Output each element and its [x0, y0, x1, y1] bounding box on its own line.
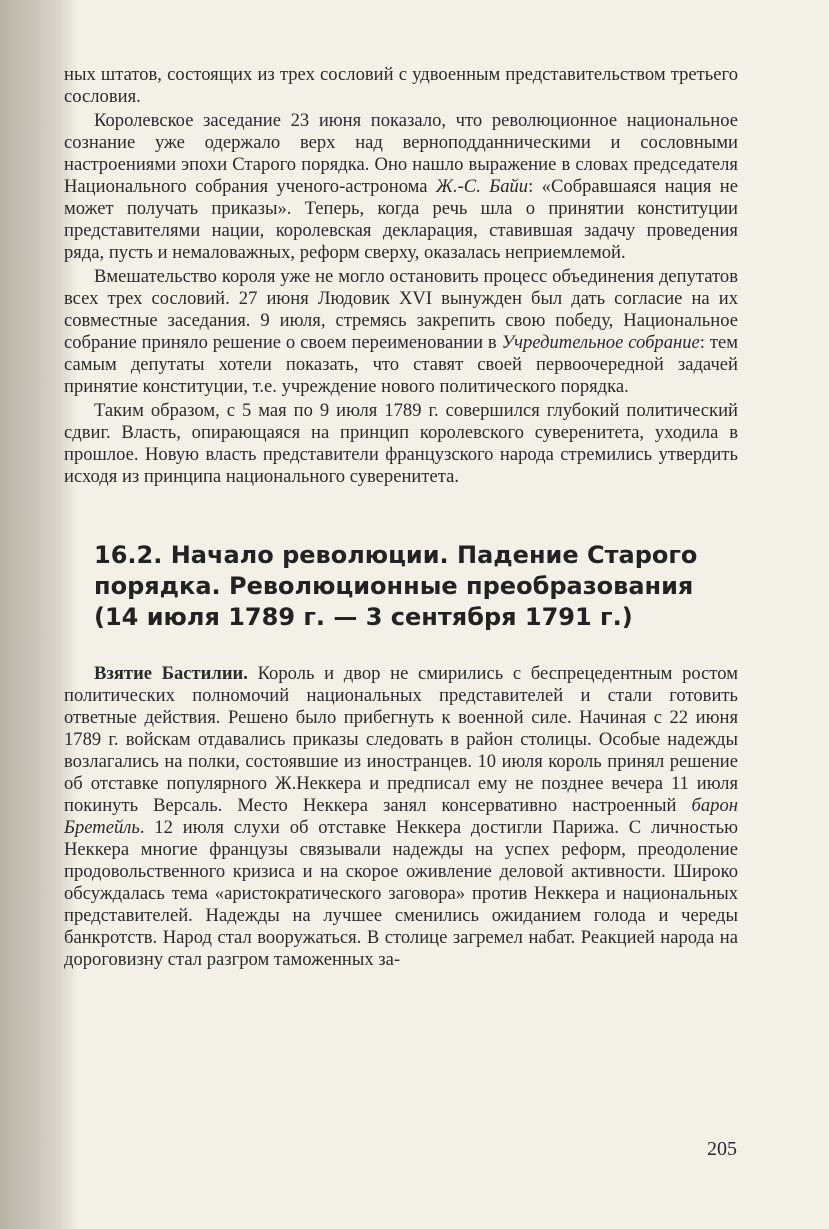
section-heading-line-1: 16.2. Начало революции. Падение Старого	[94, 541, 698, 569]
text-run: Король и двор не смирились с беспрецедентным ростом политических полномочий национальных представителей и стали готовить ответные действия. Решено было прибегнуть к военной силе. Начиная с 22 июня 1789 г. войскам отдавались приказы следовать в район столицы. Особые надежды возлагались на полки, состоявшие из иностранцев. 10 июля король принял решение об отставке популярного Ж.Неккера и предписал ему не позднее вечера 11 июля покинуть Версаль. Место Неккера занял консервативно настроенный	[64, 663, 738, 816]
section-heading	[94, 540, 738, 633]
paragraph	[64, 663, 738, 971]
book-page	[64, 64, 738, 971]
text-run: . 12 июля слухи об отставке Неккера достигли Парижа. С личностью Неккера многие французы связывали надежды на успех реформ, преодоление продовольственного кризиса и на скорое оживление деловой активности. Широко обсуждалась тема «аристократического заговора» против Неккера и национальных представителей. Надежды на лучшее сменились ожиданием голода и череды банкротств. Народ стал вооружаться. В столице загремел набат. Реакцией народа на дороговизну стал разгром таможенных за-	[64, 817, 738, 970]
text-run: : «Собравшаяся нация не может получать приказы». Теперь, когда речь шла о принятии конституции представителями нации, королевская декларация, ставившая задачу проведения ряда, пусть и немаловажных, реформ сверху, оказалась неприемлемой.	[64, 176, 738, 263]
body-text-top	[64, 64, 738, 488]
text-run: Вмешательство короля уже не могло остановить процесс объединения депутатов всех трех сословий. 27 июня Людовик XVI вынужден был дать согласие на их совместные заседания. 9 июля, стремясь закрепить свою победу, Национальное собрание приняло решение о своем переименовании в	[64, 266, 738, 353]
section-heading-line-2: порядка. Революционные преобразования	[94, 572, 694, 600]
body-text-bottom	[64, 663, 738, 971]
paragraph	[64, 110, 738, 264]
section-heading-line-3: (14 июля 1789 г. — 3 сентября 1791 г.)	[94, 603, 633, 631]
text-run: ных штатов, состоящих из трех сословий с удвоенным представительством третьего сословия.	[64, 64, 738, 107]
italic-name: Учредительное собрание	[501, 332, 700, 353]
text-run: Королевское заседание 23 июня показало, что революционное национальное сознание уже одержало верх над верноподданническими и сословными настроениями эпохи Старого порядка. Оно нашло выражение в словах председателя Национального собрания ученого-астронома	[64, 110, 738, 197]
page-number: 205	[707, 1138, 737, 1160]
bold-run-in-title: Взятие Бастилии.	[94, 663, 248, 684]
italic-name: Ж.-С. Байи	[435, 176, 529, 197]
paragraph	[64, 266, 738, 398]
text-run: Таким образом, с 5 мая по 9 июля 1789 г. совершился глубокий политический сдвиг. Власть, опирающаяся на принцип королевского суверенитета, уходила в прошлое. Новую власть представители французского народа стремились утвердить исходя из принципа национального суверенитета.	[64, 400, 738, 487]
italic-name: барон Бретейль	[64, 795, 738, 838]
paragraph	[64, 64, 738, 108]
paragraph	[64, 400, 738, 488]
text-run: : тем самым депутаты хотели показать, что ставят своей первоочередной задачей принятие конституции, т.е. учреждение нового политического порядка.	[64, 332, 738, 397]
